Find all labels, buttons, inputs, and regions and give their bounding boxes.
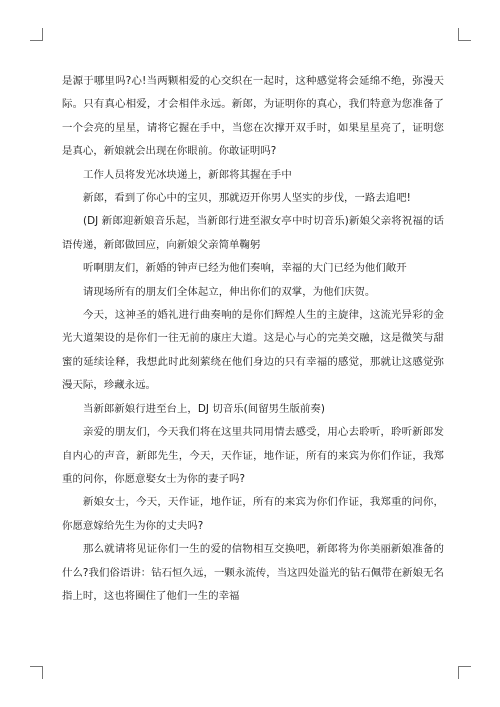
- crop-mark-top-right: [458, 28, 471, 41]
- paragraph: 新郎，看到了你心中的宝贝，那就迈开你男人坚实的步伐，一路去追吧!: [83, 192, 411, 205]
- crop-mark-bottom-left: [30, 666, 43, 679]
- paragraph: 当新郎新娘行进至台上，DJ 切音乐(间留男生版前奏): [83, 402, 325, 415]
- paragraph: 亲爱的朋友们，今天我们将在这里共同用情去感受，用心去聆听，聆听新郎发自内心的声音，新郎先生，今天，天作证，地作证，所有的来宾为你们作证，我郑重的问你，你愿意娶女士为你的妻子吗?: [62, 426, 444, 485]
- crop-mark-top-left: [30, 28, 43, 41]
- paragraph: 工作人员将发光冰块递上，新郎将其握在手中: [83, 168, 292, 181]
- paragraph: 新娘女士，今天，天作证，地作证，所有的来宾为你们作证，我郑重的问你，你愿意嫁给先生为你的丈夫吗?: [62, 496, 444, 532]
- paragraph: 那么就请将见证你们一生的爱的信物相互交换吧，新郎将为你美丽新娘准备的什么?我们俗语讲：钻石恒久远，一颗永流传，当这四处溢光的钻石佩带在新娘无名指上时，这也将圈住了他们一生的幸福: [62, 543, 444, 602]
- paragraph: 听啊朋友们，新婚的钟声已经为他们奏响，幸福的大门已经为他们敞开: [83, 262, 407, 275]
- paragraph: 今天，这神圣的婚礼进行曲奏响的是你们辉煌人生的主旋律，这流光异彩的金光大道架设的是你们一往无前的康庄大道。这是心与心的完美交融，这是微笑与甜蜜的延续诠释，我想此时此刻萦绕在他们身边的只有幸福的感觉，那就让这感觉弥漫天际，珍藏永远。: [62, 309, 444, 392]
- crop-mark-bottom-right: [458, 666, 471, 679]
- document-body: [62, 70, 444, 608]
- paragraph: 请现场所有的朋友们全体起立，伸出你们的双掌，为他们庆贺。: [83, 285, 376, 298]
- paragraph: 是源于哪里吗?心!当两颗相爱的心交织在一起时，这种感觉将会延绵不绝，弥漫天际。只有真心相爱，才会相伴永远。新郎，为证明你的真心，我们特意为您准备了一个会亮的星星，请将它握在手中，当您在次撑开双手时，如果星星亮了，证明您是真心，新娘就会出现在你眼前。你敢证明吗?: [62, 75, 444, 158]
- paragraph: (DJ 新郎迎新娘音乐起，当新郎行进至淑女亭中时切音乐)新娘父亲将祝福的话语传递，新郎做回应，向新娘父亲简单鞠躬: [62, 215, 444, 251]
